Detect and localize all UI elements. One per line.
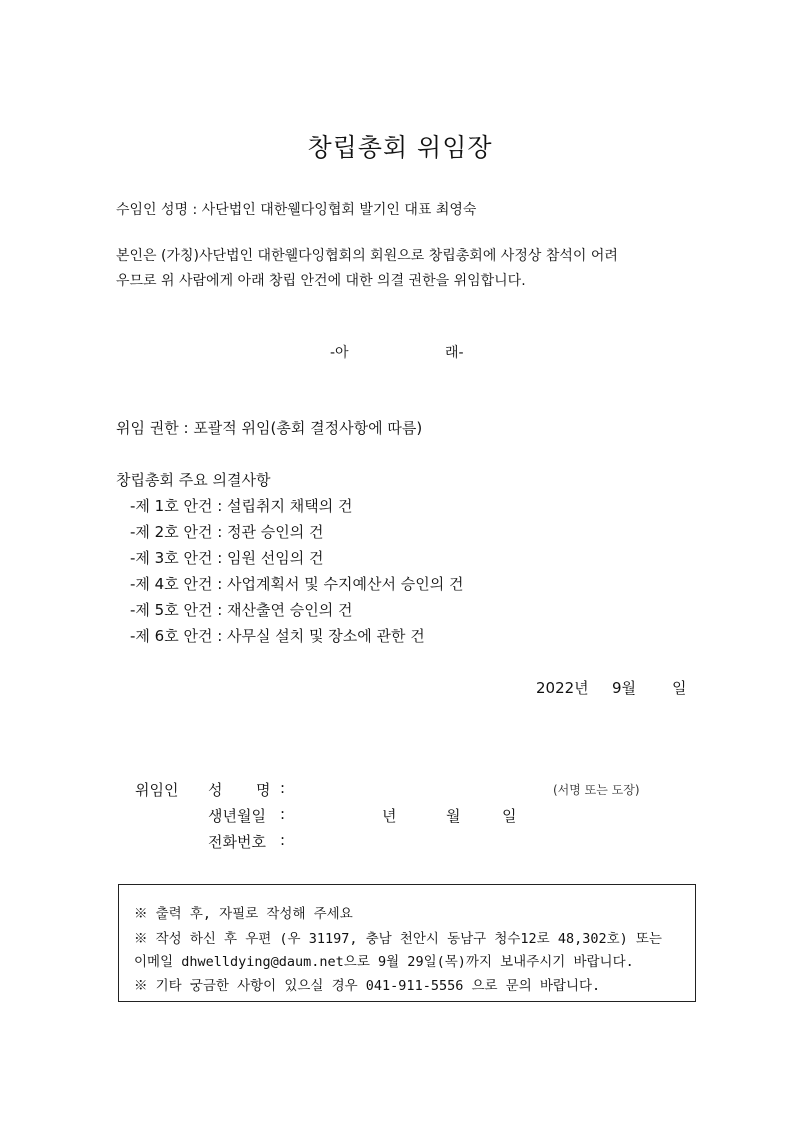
- name-label-char-2: 명: [256, 781, 271, 799]
- notice-line-1: ※ 출력 후, 자필로 작성해 주세요: [134, 906, 353, 922]
- agenda-item: -제 6호 안건 : 사무실 설치 및 장소에 관한 건: [130, 627, 425, 645]
- phone-label: 전화번호: [208, 833, 266, 851]
- note-marker-right: 래-: [445, 345, 464, 361]
- notice-line-3: 이메일 dhwelldying@daum.net으로 9월 29일(목)까지 보내주시기 바랍니다.: [134, 954, 634, 970]
- body-text-line-2: 우므로 위 사람에게 아래 창립 안건에 대한 의결 권한을 위임합니다.: [116, 273, 526, 289]
- birth-colon: :: [280, 805, 286, 823]
- name-label-char-1: 성: [208, 781, 223, 799]
- agenda-heading: 창립총회 주요 의결사항: [116, 471, 271, 489]
- birth-year-label: 년: [382, 807, 397, 825]
- birth-day-label: 일: [502, 807, 517, 825]
- birth-label: 생년월일: [208, 807, 266, 825]
- proxy-line: 수임인 성명 : 사단법인 대한웰다잉협회 발기인 대표 최영숙: [116, 202, 477, 218]
- document-title: 창립총회 위임장: [307, 133, 493, 162]
- notice-line-4: ※ 기타 궁금한 사항이 있으실 경우 041-911-5556 으로 문의 바랍니다.: [134, 978, 601, 994]
- birth-month-label: 월: [446, 807, 461, 825]
- date-month: 9월: [612, 679, 637, 697]
- agenda-item: -제 4호 안건 : 사업계획서 및 수지예산서 승인의 건: [130, 575, 464, 593]
- notice-line-2: ※ 작성 하신 후 우편 (우 31197, 충남 천안시 동남구 청수12로 48,302호) 또는: [134, 931, 662, 947]
- signature-hint: (서명 또는 도장): [553, 783, 640, 797]
- date-year: 2022년: [536, 679, 589, 697]
- phone-colon: :: [280, 831, 286, 849]
- agenda-item: -제 3호 안건 : 임원 선임의 건: [130, 549, 324, 567]
- authority-line: 위임 권한 : 포괄적 위임(총회 결정사항에 따름): [116, 419, 423, 437]
- date-day: 일: [672, 679, 687, 697]
- note-marker-left: -아: [330, 345, 349, 361]
- delegator-label: 위임인: [135, 781, 179, 799]
- agenda-item: -제 1호 안건 : 설립취지 채택의 건: [130, 497, 353, 515]
- name-colon: :: [280, 779, 286, 797]
- agenda-item: -제 2호 안건 : 정관 승인의 건: [130, 523, 324, 541]
- body-text-line-1: 본인은 (가칭)사단법인 대한웰다잉협회의 회원으로 창립총회에 사정상 참석이 어려: [116, 248, 618, 264]
- agenda-item: -제 5호 안건 : 재산출연 승인의 건: [130, 601, 353, 619]
